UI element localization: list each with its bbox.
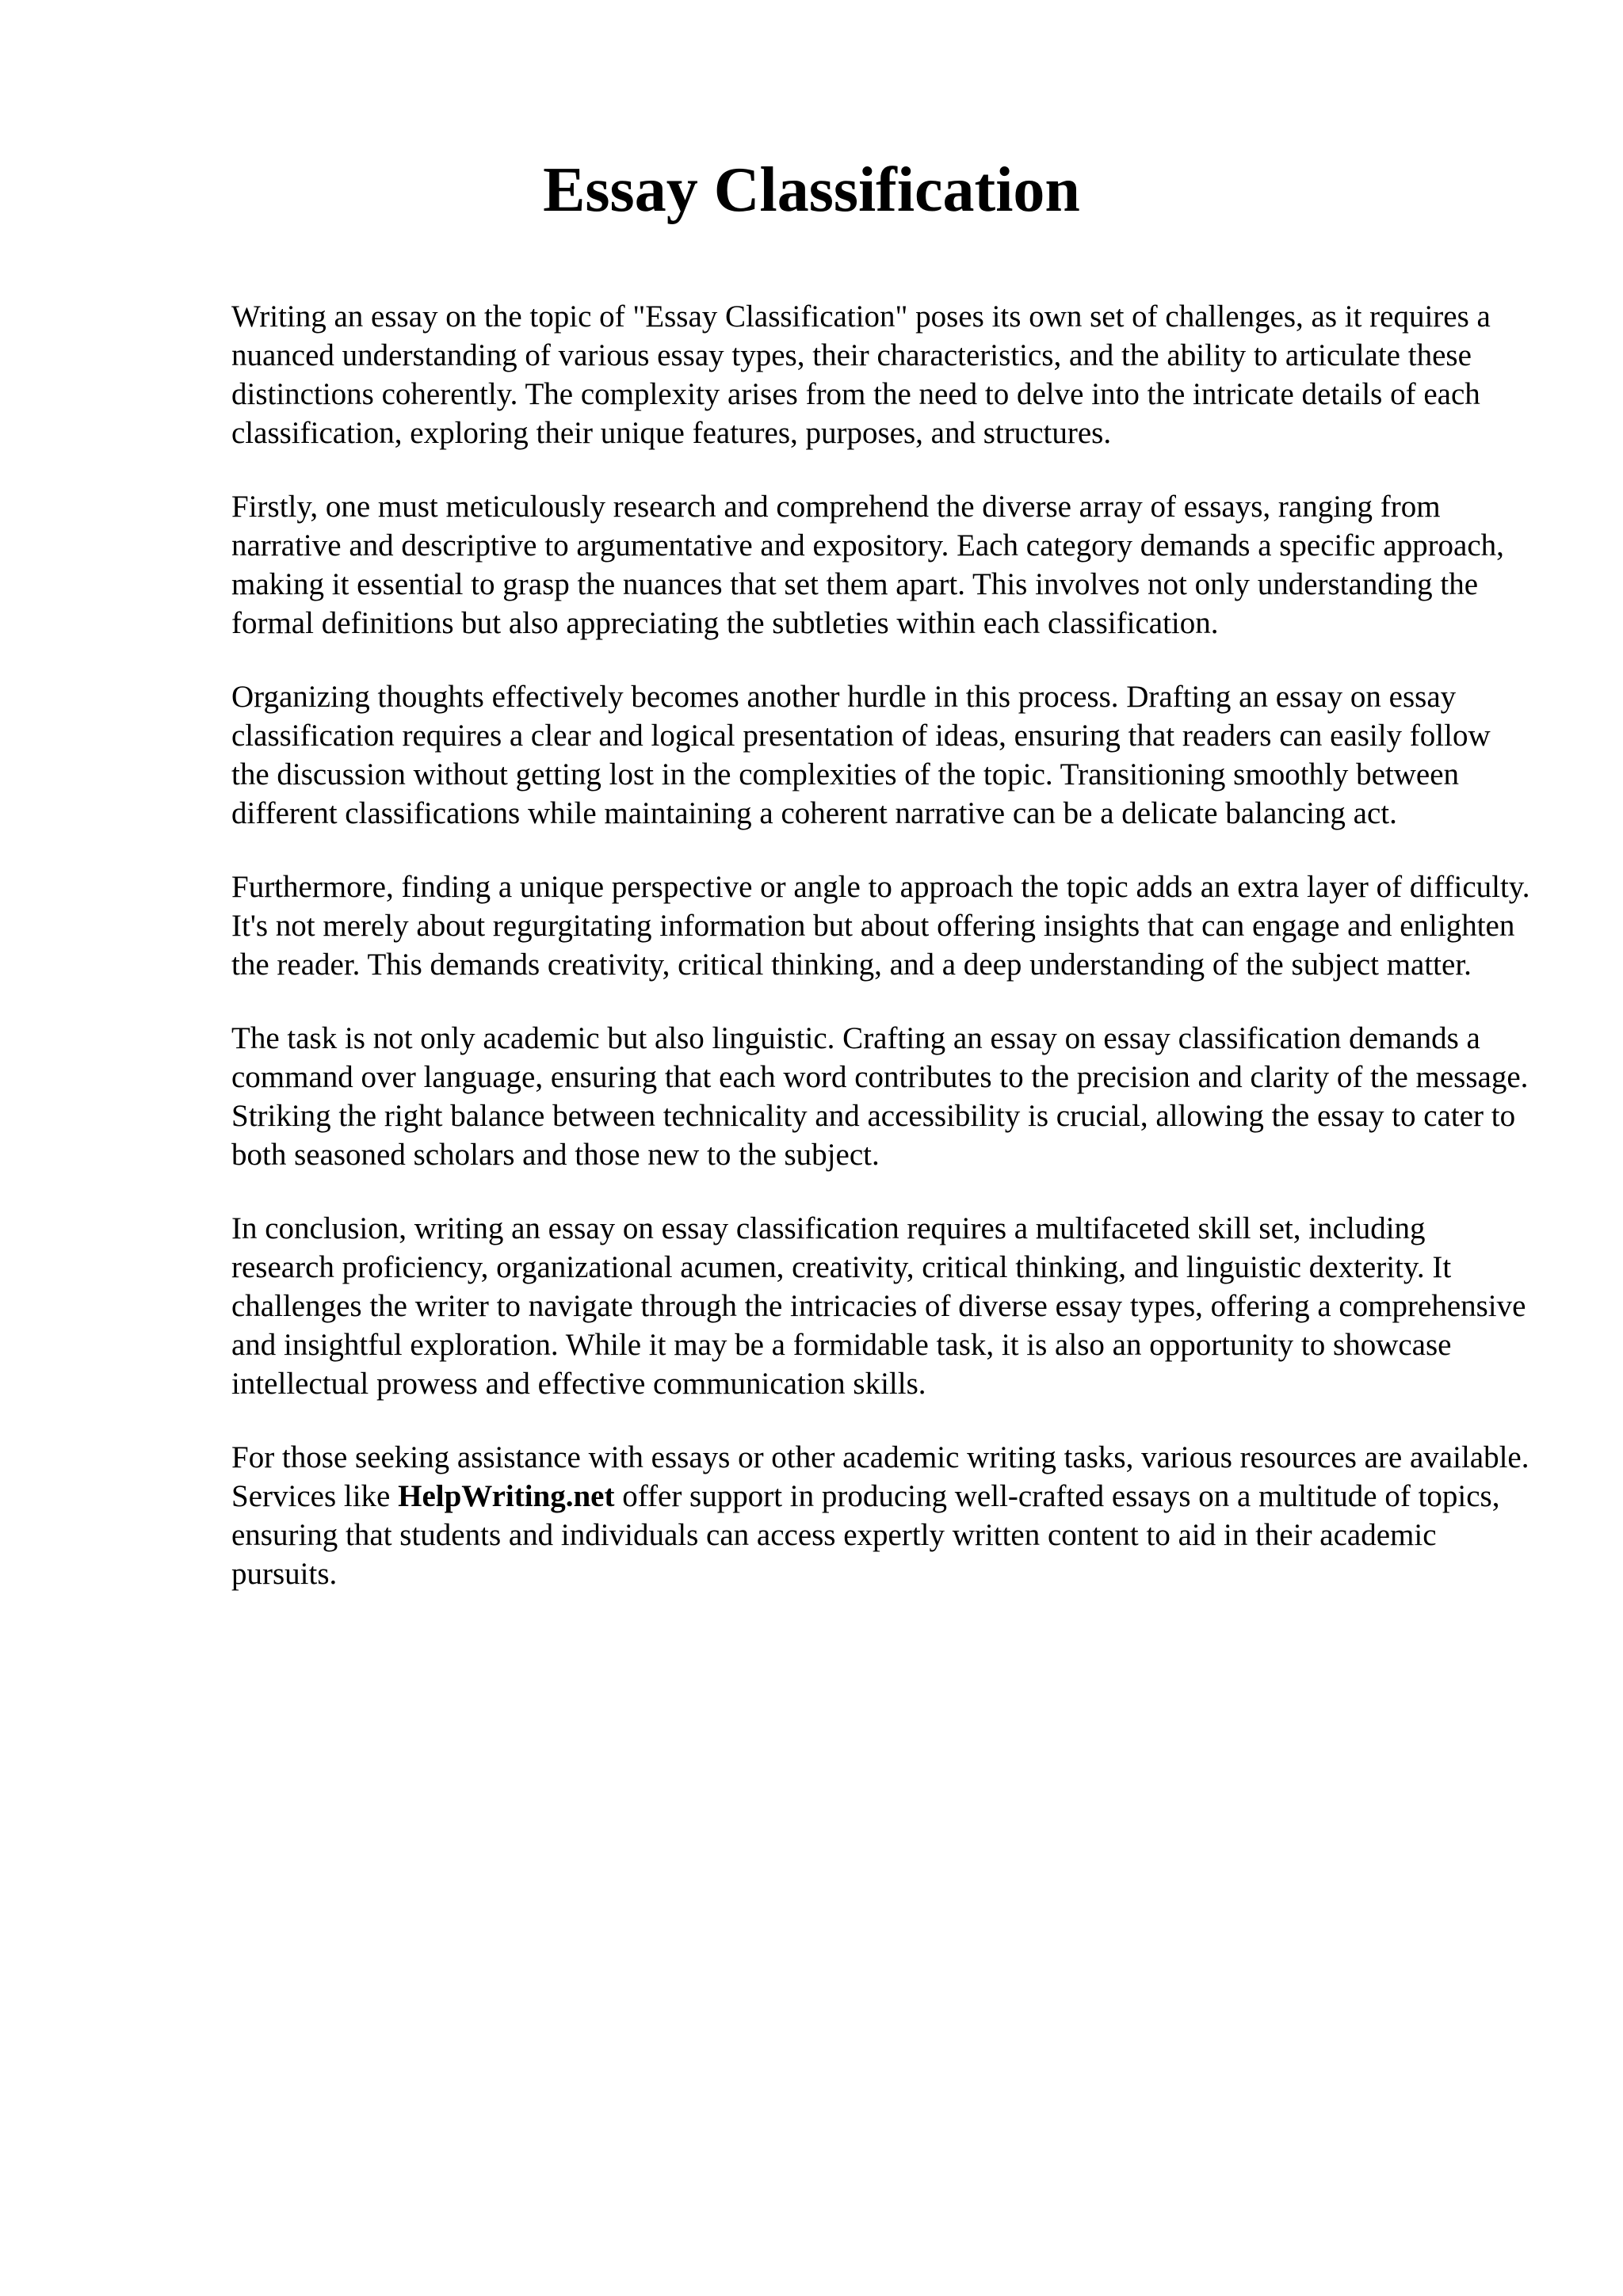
paragraph-4: Furthermore, finding a unique perspective or angle to approach the topic adds an extra layer of difficulty. It's not merely about regurgitating information but about offering insights that can engage and enlighten the reader. This demands creativity, critical thinking, and a deep understanding of the subject matter.	[231, 870, 1530, 982]
paragraph-1: Writing an essay on the topic of "Essay Classification" poses its own set of challenges, as it requires a nuanced understanding of various essay types, their characteristics, and the ability to articulate these distinctions coherently. The complexity arises from the need to delve into the intricate details of each classification, exploring their unique features, purposes, and structures.	[231, 299, 1491, 450]
paragraph-7-outro: offer support in producing well-crafted essays on a multitude of topics, ensuring that students and individuals can access expertly written content to aid in their academic pursuits.	[231, 1479, 1500, 1591]
paragraph-2: Firstly, one must meticulously research and comprehend the diverse array of essays, ranging from narrative and descriptive to argumentative and expository. Each category demands a specific approach, making it essential to grasp the nuances that set them apart. This involves not only understanding the formal definitions but also appreciating the subtleties within each classification.	[231, 490, 1504, 640]
paragraph-6: In conclusion, writing an essay on essay classification requires a multifaceted skill set, including research proficiency, organizational acumen, creativity, critical thinking, and linguistic dexterity. It challenges the writer to navigate through the intricacies of diverse essay types, offering a comprehensive and insightful exploration. While it may be a formidable task, it is also an opportunity to showcase intellectual prowess and effective communication skills.	[231, 1211, 1526, 1401]
brand-name: HelpWriting.net	[398, 1479, 615, 1513]
page-title: Essay Classification	[543, 155, 1080, 225]
paragraph-7	[231, 1438, 1531, 1593]
paragraph-3: Organizing thoughts effectively becomes another hurdle in this process. Drafting an essay on essay classification requires a clear and logical presentation of ideas, ensuring that readers can easily follow the discussion without getting lost in the complexities of the topic. Transitioning smoothly between different classifications while maintaining a coherent narrative can be a delicate balancing act.	[231, 680, 1491, 830]
essay-body	[231, 297, 1531, 1628]
paragraph-5: The task is not only academic but also linguistic. Crafting an essay on essay classification demands a command over language, ensuring that each word contributes to the precision and clarity of the message. Striking the right balance between technicality and accessibility is crucial, allowing the essay to cater to both seasoned scholars and those new to the subject.	[231, 1021, 1529, 1172]
paragraph-7-intro: For those seeking assistance with essays or other academic writing tasks, various resources are available. Services like	[231, 1440, 1529, 1513]
